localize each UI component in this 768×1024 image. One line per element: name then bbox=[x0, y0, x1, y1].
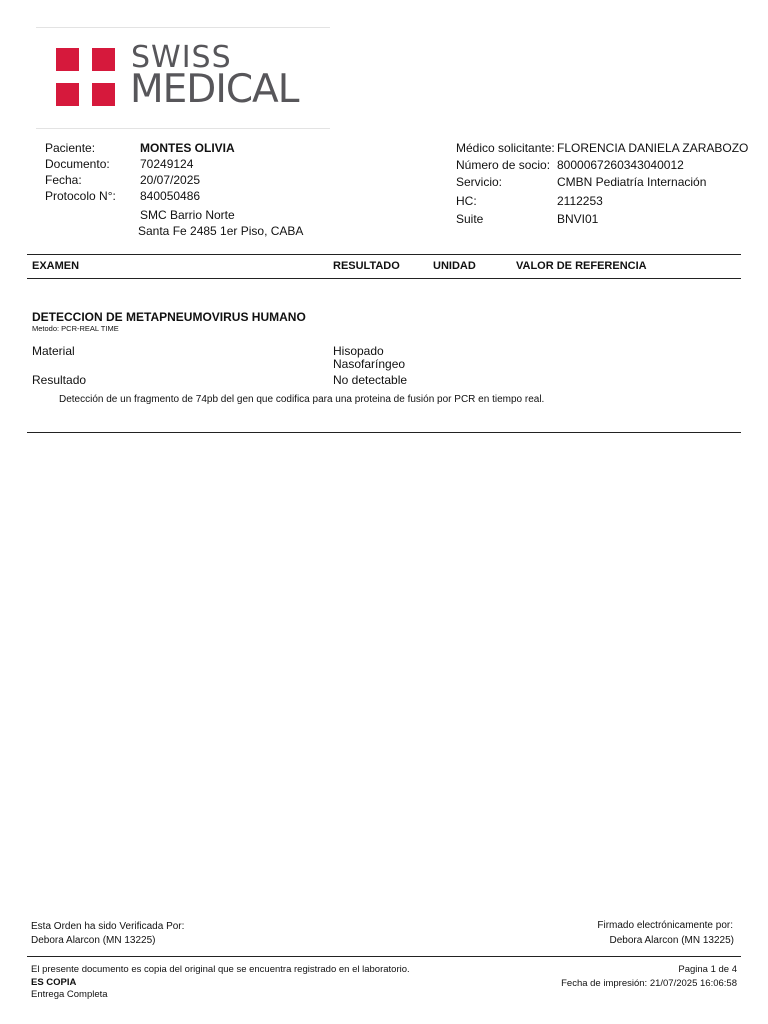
swiss-medical-logo bbox=[36, 27, 330, 129]
material-value-line1: Hisopado bbox=[333, 344, 384, 358]
service-value: CMBN Pediatría Internación bbox=[557, 175, 707, 189]
date-value: 20/07/2025 bbox=[140, 173, 201, 187]
copy-notice: El presente documento es copia del original que se encuentra registrado en el laboratorio. bbox=[31, 964, 410, 975]
column-header-unit: UNIDAD bbox=[433, 260, 476, 272]
logo-square-bottom-right bbox=[92, 83, 115, 106]
logo-text-swiss: SWISS bbox=[131, 40, 232, 75]
result-value: No detectable bbox=[333, 373, 408, 387]
protocol-value: 840050486 bbox=[140, 189, 201, 203]
logo-square-top-left bbox=[56, 48, 79, 71]
physician-value: FLORENCIA DANIELA ZARABOZO bbox=[557, 141, 749, 155]
material-value-line2: Nasofaríngeo bbox=[333, 357, 406, 371]
logo-square-bottom-left bbox=[56, 83, 79, 106]
member-value: 8000067260343040012 bbox=[557, 158, 684, 172]
physician-label: Médico solicitante: bbox=[456, 141, 555, 155]
section-bottom-rule bbox=[27, 432, 741, 433]
delivery-status: Entrega Completa bbox=[31, 989, 108, 1000]
suite-value: BNVI01 bbox=[557, 212, 599, 226]
table-header-bottom-rule bbox=[27, 278, 741, 279]
date-label: Fecha: bbox=[45, 173, 82, 187]
page-number: Pagina 1 de 4 bbox=[678, 964, 737, 975]
print-date: Fecha de impresión: 21/07/2025 16:06:58 bbox=[561, 978, 737, 989]
copy-label: ES COPIA bbox=[31, 977, 77, 988]
hc-value: 2112253 bbox=[557, 194, 603, 208]
table-header-top-rule bbox=[27, 254, 741, 255]
column-header-exam: EXAMEN bbox=[32, 260, 80, 272]
test-note: Detección de un fragmento de 74pb del gen que codifica para una proteina de fusión por PCR en tiempo real. bbox=[59, 394, 545, 405]
verified-by-label: Esta Orden ha sido Verificada Por: bbox=[31, 921, 185, 932]
material-label: Material bbox=[32, 344, 75, 358]
verifier-name: Debora Alarcon (MN 13225) bbox=[31, 935, 156, 946]
logo-text-medical: MEDICAL bbox=[130, 67, 299, 112]
location-name: SMC Barrio Norte bbox=[140, 208, 235, 222]
logo-bottom-rule bbox=[36, 128, 330, 129]
document-label: Documento: bbox=[45, 157, 110, 171]
service-label: Servicio: bbox=[456, 175, 503, 189]
protocol-label: Protocolo N°: bbox=[45, 189, 116, 203]
hc-label: HC: bbox=[456, 194, 477, 208]
signed-by-label: Firmado electrónicamente por: bbox=[597, 920, 733, 931]
test-title: DETECCION DE METAPNEUMOVIRUS HUMANO bbox=[32, 310, 306, 324]
logo-top-rule bbox=[36, 27, 330, 28]
result-label: Resultado bbox=[32, 373, 87, 387]
test-method: Metodo: PCR-REAL TIME bbox=[32, 324, 119, 333]
footer-rule bbox=[27, 956, 741, 957]
signer-name: Debora Alarcon (MN 13225) bbox=[609, 935, 734, 946]
patient-name: MONTES OLIVIA bbox=[140, 141, 235, 155]
patient-name-label: Paciente: bbox=[45, 141, 96, 155]
column-header-reference: VALOR DE REFERENCIA bbox=[516, 260, 647, 272]
location-address: Santa Fe 2485 1er Piso, CABA bbox=[138, 224, 304, 238]
column-header-result: RESULTADO bbox=[333, 260, 400, 272]
logo-square-top-right bbox=[92, 48, 115, 71]
document-value: 70249124 bbox=[140, 157, 194, 171]
member-label: Número de socio: bbox=[456, 158, 551, 172]
suite-label: Suite bbox=[456, 212, 484, 226]
